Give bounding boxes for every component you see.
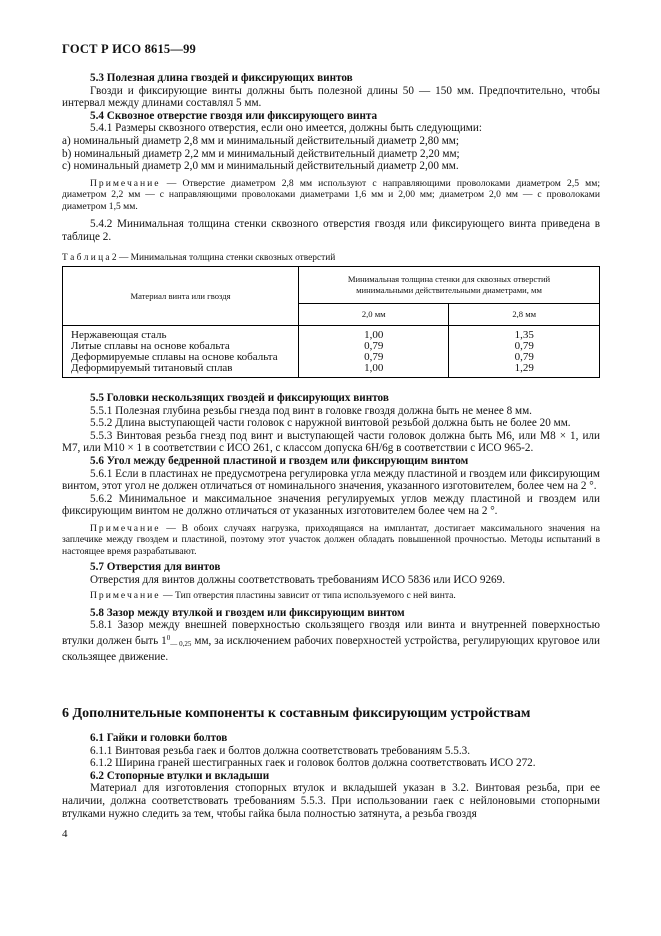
section-5-4-title: 5.4 Сквозное отверстие гвоздя или фиксирующего винта xyxy=(90,109,378,122)
table-cell: 1,00 xyxy=(364,362,384,374)
section-5-5-1: 5.5.1 Полезная глубина резьбы гнезда под винт в головке гвоздя должна быть не менее 8 мм. xyxy=(90,404,532,417)
header-group: Минимальная толщина стенки для сквозных отверстий минимальными действительными диаметрами, мм xyxy=(299,267,600,304)
note-5-6 xyxy=(62,523,600,557)
section-5-6-2: 5.6.2 Минимальное и максимальное значения регулируемых углов между пластиной и гвоздем или фиксирующим винтом не должно отличаться от указанных изготовителем более чем на 2 °. xyxy=(62,492,600,518)
table-caption: Т а б л и ц а 2 — Минимальная толщина стенки сквозных отверстий xyxy=(62,253,336,263)
note-label: Примечание xyxy=(90,522,161,534)
header-2-0mm: 2,0 мм xyxy=(299,304,449,326)
section-5-3-5-4 xyxy=(62,72,600,243)
section-6-title: 6 Дополнительные компоненты к составным фиксирующим устройствам xyxy=(62,706,531,721)
note-5-4 xyxy=(62,178,600,212)
section-5-7-title: 5.7 Отверстия для винтов xyxy=(90,561,221,574)
running-header: ГОСТ Р ИСО 8615—99 xyxy=(62,42,196,56)
list-item-a: а) номинальный диаметр 2,8 мм и минимальный действительный диаметр 2,80 мм; xyxy=(62,134,459,147)
sections-5-5-to-5-8 xyxy=(62,392,600,663)
text-run: мм, за исключением рабочих поверхностей устройства, регулирующих круговое или скользящее движение. xyxy=(62,634,600,663)
section-5-4-1: 5.4.1 Размеры сквозного отверстия, если оно имеется, должны быть следующими: xyxy=(90,122,482,135)
values-2-0mm xyxy=(299,326,449,378)
material-column xyxy=(63,326,299,378)
tolerance-sup: 0 xyxy=(166,633,171,642)
note-text: — Отверстие диаметром 2,8 мм используют с направляющими проволоками диаметром 2,5 мм; диаметром 2,2 мм — с направляющими проволоками диаметрами 1,6 мм и 2,00 мм; диаметром 2,0 мм — с проволоками диаметром 1,5 мм. xyxy=(62,177,600,212)
note-text: — Тип отверстия пластины зависит от типа используемого с ней винта. xyxy=(160,590,456,602)
table-cell: Деформируемые сплавы на основе кобальта xyxy=(71,351,278,363)
tolerance-sub: — 0,25 xyxy=(170,639,192,648)
section-5-6-1: 5.6.1 Если в пластинах не предусмотрена регулировка угла между пластиной и гвоздем или фиксирующим винтом, этот угол не должен отличаться от номинального значения, указанного изготовителем, более чем на 2 °. xyxy=(62,467,600,493)
section-6-1-2: 6.1.2 Ширина граней шестигранных гаек и головок болтов должна соответствовать ИСО 272. xyxy=(90,757,536,770)
table-cell: 0,79 xyxy=(514,340,534,352)
section-5-4-2: 5.4.2 Минимальная толщина стенки сквозного отверстия гвоздя или фиксирующего винта приведена в таблице 2. xyxy=(62,217,600,243)
table-cell: 1,00 xyxy=(364,329,384,341)
list-item-b: b) номинальный диаметр 2,2 мм и минимальный действительный диаметр 2,20 мм; xyxy=(62,147,460,160)
page-number: 4 xyxy=(62,828,68,840)
section-5-3-title: 5.3 Полезная длина гвоздей и фиксирующих винтов xyxy=(90,72,353,84)
list-item-c: c) номинальный диаметр 2,0 мм и минимальный действительный диаметр 2,00 мм. xyxy=(62,160,459,173)
section-5-8-title: 5.8 Зазор между втулкой и гвоздем или фиксирующим винтом xyxy=(90,606,405,619)
header-material: Материал винта или гвоздя xyxy=(63,267,299,326)
note-label: Примечание xyxy=(90,590,161,602)
note-5-7 xyxy=(62,590,600,601)
section-6-2-text: Материал для изготовления стопорных втулок и вкладышей указан в 3.2. Винтовая резьба, при ее наличии, должна соответствовать требованиям 5.5.3. При использовании гаек с нейлоновыми стопорными втулками нужно следить за тем, чтобы гайка была полностью затянута, а резьба гвоздя xyxy=(62,782,600,820)
table-2 xyxy=(62,266,600,378)
table-cell: Нержавеющая сталь xyxy=(71,329,167,341)
section-5-6-title: 5.6 Угол между бедренной пластиной и гвоздем или фиксирующим винтом xyxy=(90,454,469,467)
table-cell: 0,79 xyxy=(514,351,534,363)
note-text: — В обоих случаях нагрузка, приходящаяся на имплантат, достигает максимального значения на заплечике между гвоздем и пластиной, поэтому этот участок должен обладать повышенной прочностью. Методы испытаний в настоящее время разрабатывают. xyxy=(62,522,600,557)
table-cell: 1,35 xyxy=(514,329,534,341)
table-cell: 0,79 xyxy=(364,351,384,363)
section-5-3-text: Гвозди и фиксирующие винты должны быть полезной длины 50 — 150 мм. Предпочтительно, чтобы интервал между длинами составлял 5 мм. xyxy=(62,84,600,110)
section-6-1-title: 6.1 Гайки и головки болтов xyxy=(90,732,228,744)
section-6-1-1: 6.1.1 Винтовая резьба гаек и болтов должна соответствовать требованиям 5.5.3. xyxy=(90,744,471,757)
section-5-7-text: Отверстия для винтов должны соответствовать требованиям ИСО 5836 или ИСО 9269. xyxy=(90,573,506,586)
section-5-5-2: 5.5.2 Длина выступающей части головок с наружной винтовой резьбой должна быть не более 20 мм. xyxy=(90,417,571,430)
table-cell: Литые сплавы на основе кобальта xyxy=(71,340,230,352)
section-5-8-1 xyxy=(62,619,600,663)
note-label: Примечание xyxy=(90,177,161,189)
section-5-5-title: 5.5 Головки нескользящих гвоздей и фиксирующих винтов xyxy=(90,392,389,404)
table-cell: 0,79 xyxy=(364,340,384,352)
section-6-2-title: 6.2 Стопорные втулки и вкладыши xyxy=(90,769,270,782)
table-cell: Деформируемый титановый сплав xyxy=(71,362,233,374)
section-6-body xyxy=(62,732,600,820)
header-2-8mm: 2,8 мм xyxy=(449,304,600,326)
values-2-8mm xyxy=(449,326,600,378)
text-run: 5.8.1 Зазор между внешней поверхностью скользящего гвоздя или винта и внутренней поверхностью втулки должен быть 1 xyxy=(62,619,600,647)
section-5-5-3: 5.5.3 Винтовая резьба гнезд под винт и выступающей части головок должна быть М6, или М8 × 1, или М7, или М10 × 1 в соответствии с ИСО 261, с классом допуска 6H/6g в соответствии с ИСО 965-2. xyxy=(62,429,600,455)
table-cell: 1,29 xyxy=(514,362,534,374)
